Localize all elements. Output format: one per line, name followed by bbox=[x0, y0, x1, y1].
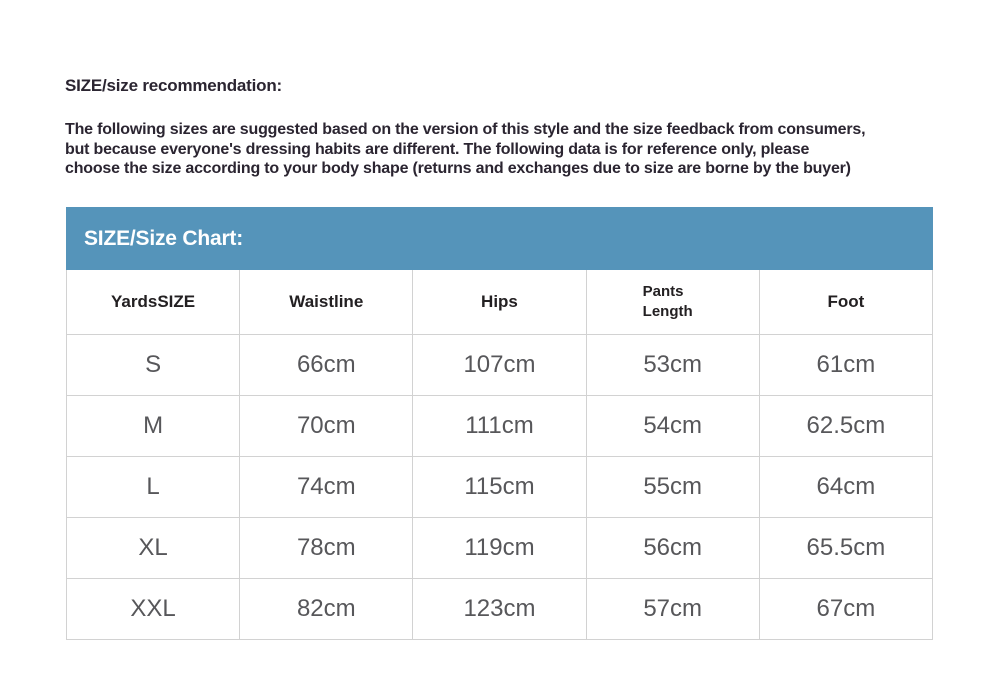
cell-pants-length: 56cm bbox=[586, 517, 759, 578]
cell-hips: 119cm bbox=[413, 517, 586, 578]
size-chart-title: SIZE/Size Chart: bbox=[84, 226, 243, 250]
cell-foot: 64cm bbox=[759, 456, 932, 517]
cell-size: XL bbox=[67, 517, 240, 578]
cell-hips: 107cm bbox=[413, 334, 586, 395]
cell-waistline: 66cm bbox=[240, 334, 413, 395]
table-row-l bbox=[67, 456, 933, 517]
size-chart-title-bar bbox=[66, 207, 933, 270]
cell-waistline: 70cm bbox=[240, 395, 413, 456]
table-row-m bbox=[67, 395, 933, 456]
cell-size: XXL bbox=[67, 578, 240, 639]
cell-size: S bbox=[67, 334, 240, 395]
table-header-row bbox=[67, 270, 933, 334]
cell-hips: 111cm bbox=[413, 395, 586, 456]
recommendation-title: SIZE/size recommendation: bbox=[65, 76, 282, 95]
cell-size: L bbox=[67, 456, 240, 517]
column-header-hips-label: Hips bbox=[481, 291, 518, 311]
recommendation-line-3: choose the size according to your body shape (returns and exchanges due to size are borne by the buyer) bbox=[65, 160, 851, 177]
column-header-waistline-label: Waistline bbox=[289, 291, 364, 311]
column-header-yards-size bbox=[67, 270, 240, 334]
cell-hips: 123cm bbox=[413, 578, 586, 639]
cell-pants-length: 55cm bbox=[586, 456, 759, 517]
column-header-foot-label: Foot bbox=[827, 291, 865, 311]
column-header-foot bbox=[759, 270, 932, 334]
cell-size: M bbox=[67, 395, 240, 456]
cell-hips: 115cm bbox=[413, 456, 586, 517]
cell-pants-length: 57cm bbox=[586, 578, 759, 639]
cell-foot: 65.5cm bbox=[759, 517, 932, 578]
size-chart-section bbox=[66, 207, 933, 640]
size-table bbox=[66, 270, 933, 640]
table-row-xxl bbox=[67, 578, 933, 639]
column-header-pants-length bbox=[586, 270, 759, 334]
cell-foot: 67cm bbox=[759, 578, 932, 639]
cell-waistline: 82cm bbox=[240, 578, 413, 639]
column-header-yards-size-label: YardsSIZE bbox=[111, 291, 196, 311]
column-header-pants-length-label: Pants Length bbox=[642, 283, 693, 320]
table-row-xl bbox=[67, 517, 933, 578]
cell-pants-length: 53cm bbox=[586, 334, 759, 395]
cell-foot: 62.5cm bbox=[759, 395, 932, 456]
recommendation-text bbox=[65, 120, 865, 179]
table-row-s bbox=[67, 334, 933, 395]
column-header-waistline bbox=[240, 270, 413, 334]
cell-waistline: 74cm bbox=[240, 456, 413, 517]
cell-foot: 61cm bbox=[759, 334, 932, 395]
column-header-hips bbox=[413, 270, 586, 334]
cell-pants-length: 54cm bbox=[586, 395, 759, 456]
recommendation-line-2: but because everyone's dressing habits are different. The following data is for reference only, please bbox=[65, 140, 810, 158]
cell-waistline: 78cm bbox=[240, 517, 413, 578]
recommendation-line-1: The following sizes are suggested based on the version of this style and the size feedback from consumers, bbox=[65, 121, 866, 138]
